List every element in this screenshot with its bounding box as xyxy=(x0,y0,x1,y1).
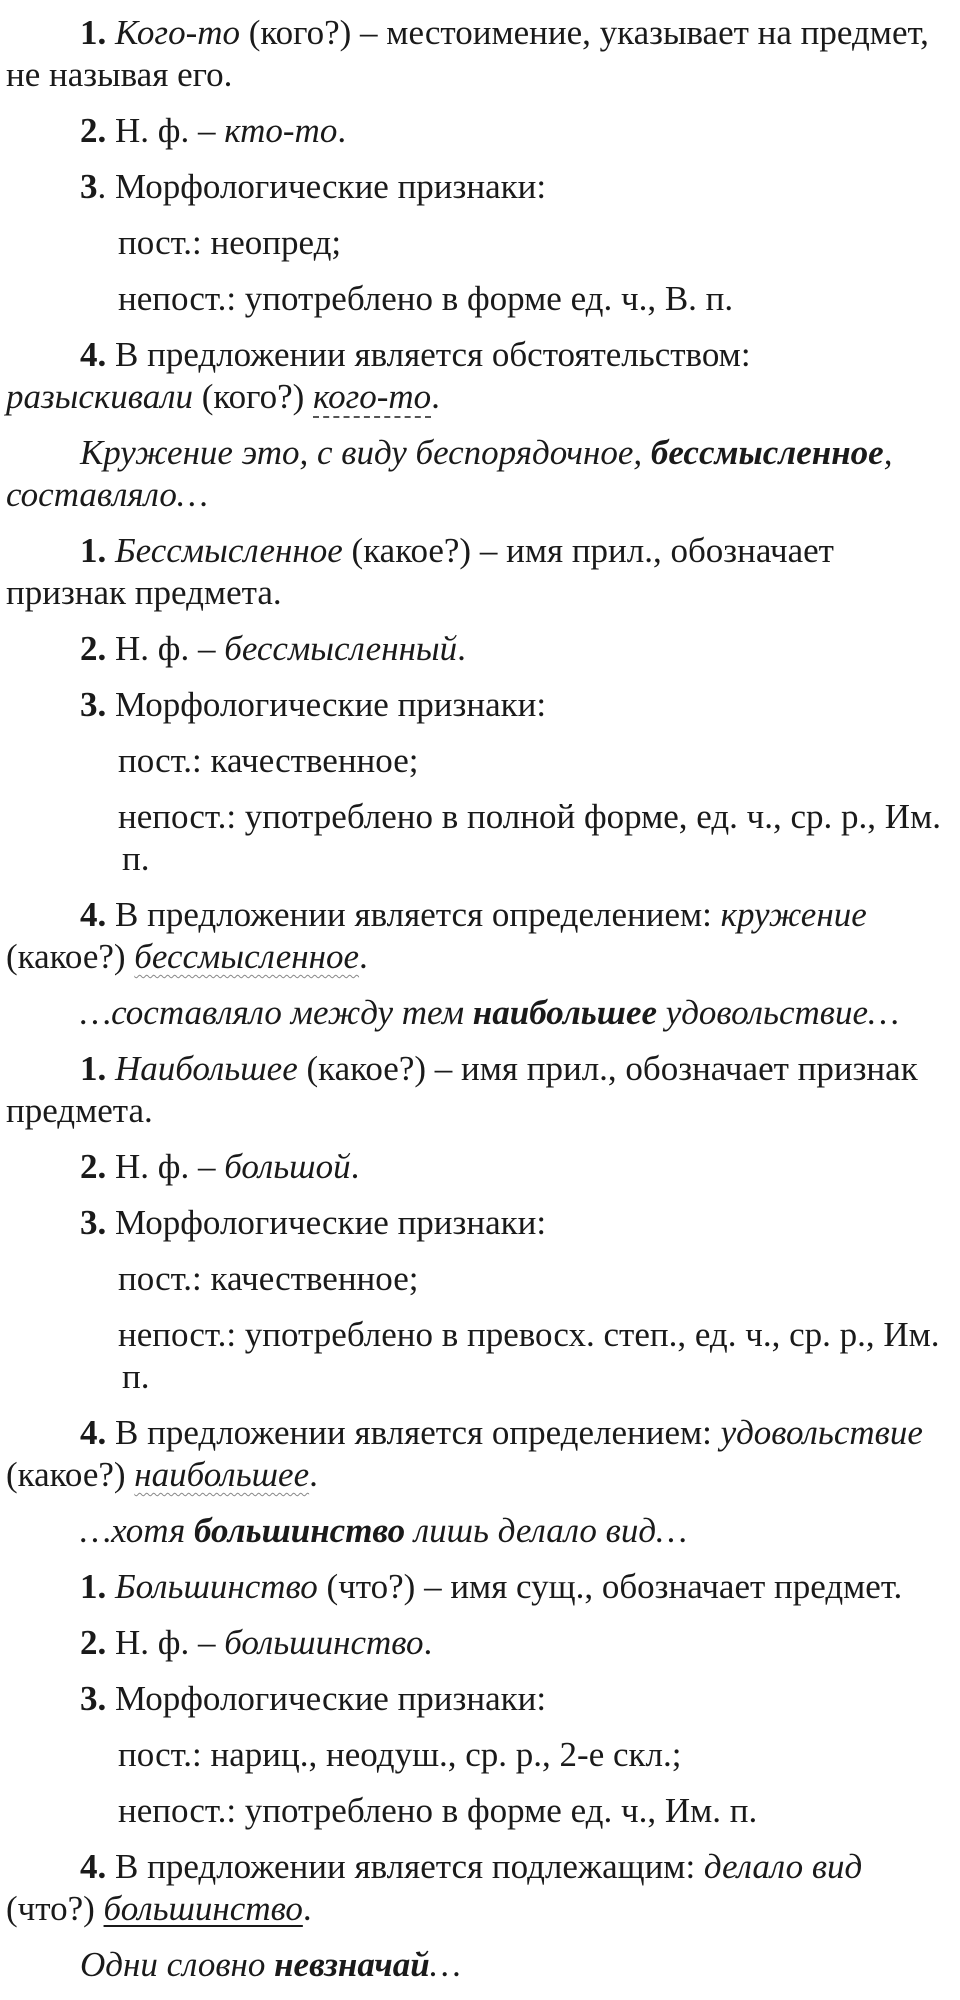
item-3-morph-features: 3. Морфологические признаки: xyxy=(80,167,547,206)
item-1-part-of-speech: 1. Бессмысленное (какое?) – имя прил., обозначает признак предмета. xyxy=(6,531,834,612)
variable-features: непост.: употреблено в превосх. степ., ед. ч., ср. р., Им. п. xyxy=(118,1315,940,1396)
variable-features: непост.: употреблено в полной форме, ед. ч., ср. р., Им. п. xyxy=(118,797,941,878)
item-1-part-of-speech: 1. Большинство (что?) – имя сущ., обозначает предмет. xyxy=(80,1567,903,1606)
item-1-part-of-speech: 1. Кого-то (кого?) – местоимение, указывает на предмет, не называя его. xyxy=(6,13,929,94)
item-4-syntactic-role: 4. В предложении является подлежащим: делало вид (что?) большинство. xyxy=(6,1847,863,1928)
example-sentence: …хотя большинство лишь делало вид… xyxy=(80,1511,688,1550)
item-3-morph-features: 3. Морфологические признаки: xyxy=(80,1203,547,1242)
item-1-part-of-speech: 1. Наибольшее (какое?) – имя прил., обозначает признак предмета. xyxy=(6,1049,918,1130)
item-3-morph-features: 3. Морфологические признаки: xyxy=(80,1679,547,1718)
attribute-marked-word: бессмысленное xyxy=(134,937,360,976)
example-sentence: Кружение это, с виду беспорядочное, бессмысленное, составляло… xyxy=(6,433,893,514)
item-2-initial-form: 2. Н. ф. – большинство. xyxy=(80,1623,433,1662)
variable-features: непост.: употреблено в форме ед. ч., В. п. xyxy=(118,279,734,318)
adverbial-marked-word: кого-то xyxy=(313,377,432,416)
item-2-initial-form: 2. Н. ф. – бессмысленный. xyxy=(80,629,466,668)
item-4-syntactic-role: 4. В предложении является определением: кружение (какое?) бессмысленное. xyxy=(6,895,867,976)
constant-features: пост.: качественное; xyxy=(118,1259,419,1298)
subject-marked-word: большинство xyxy=(103,1889,303,1928)
attribute-marked-word: наибольшее xyxy=(134,1455,310,1494)
constant-features: пост.: качественное; xyxy=(118,741,419,780)
item-4-syntactic-role: 4. В предложении является определением: удовольствие (какое?) наибольшее. xyxy=(6,1413,923,1494)
constant-features: пост.: нариц., неодуш., ср. р., 2-е скл.; xyxy=(118,1735,682,1774)
item-2-initial-form: 2. Н. ф. – большой. xyxy=(80,1147,360,1186)
item-2-initial-form: 2. Н. ф. – кто-то. xyxy=(80,111,347,150)
item-3-morph-features: 3. Морфологические признаки: xyxy=(80,685,547,724)
constant-features: пост.: неопред; xyxy=(118,223,342,262)
example-sentence: Одни словно невзначай… xyxy=(80,1945,461,1984)
variable-features: непост.: употреблено в форме ед. ч., Им. п. xyxy=(118,1791,758,1830)
item-4-syntactic-role: 4. В предложении является обстоятельством: разыскивали (кого?) кого-то. xyxy=(6,335,751,416)
example-sentence: …составляло между тем наибольшее удовольствие… xyxy=(80,993,900,1032)
